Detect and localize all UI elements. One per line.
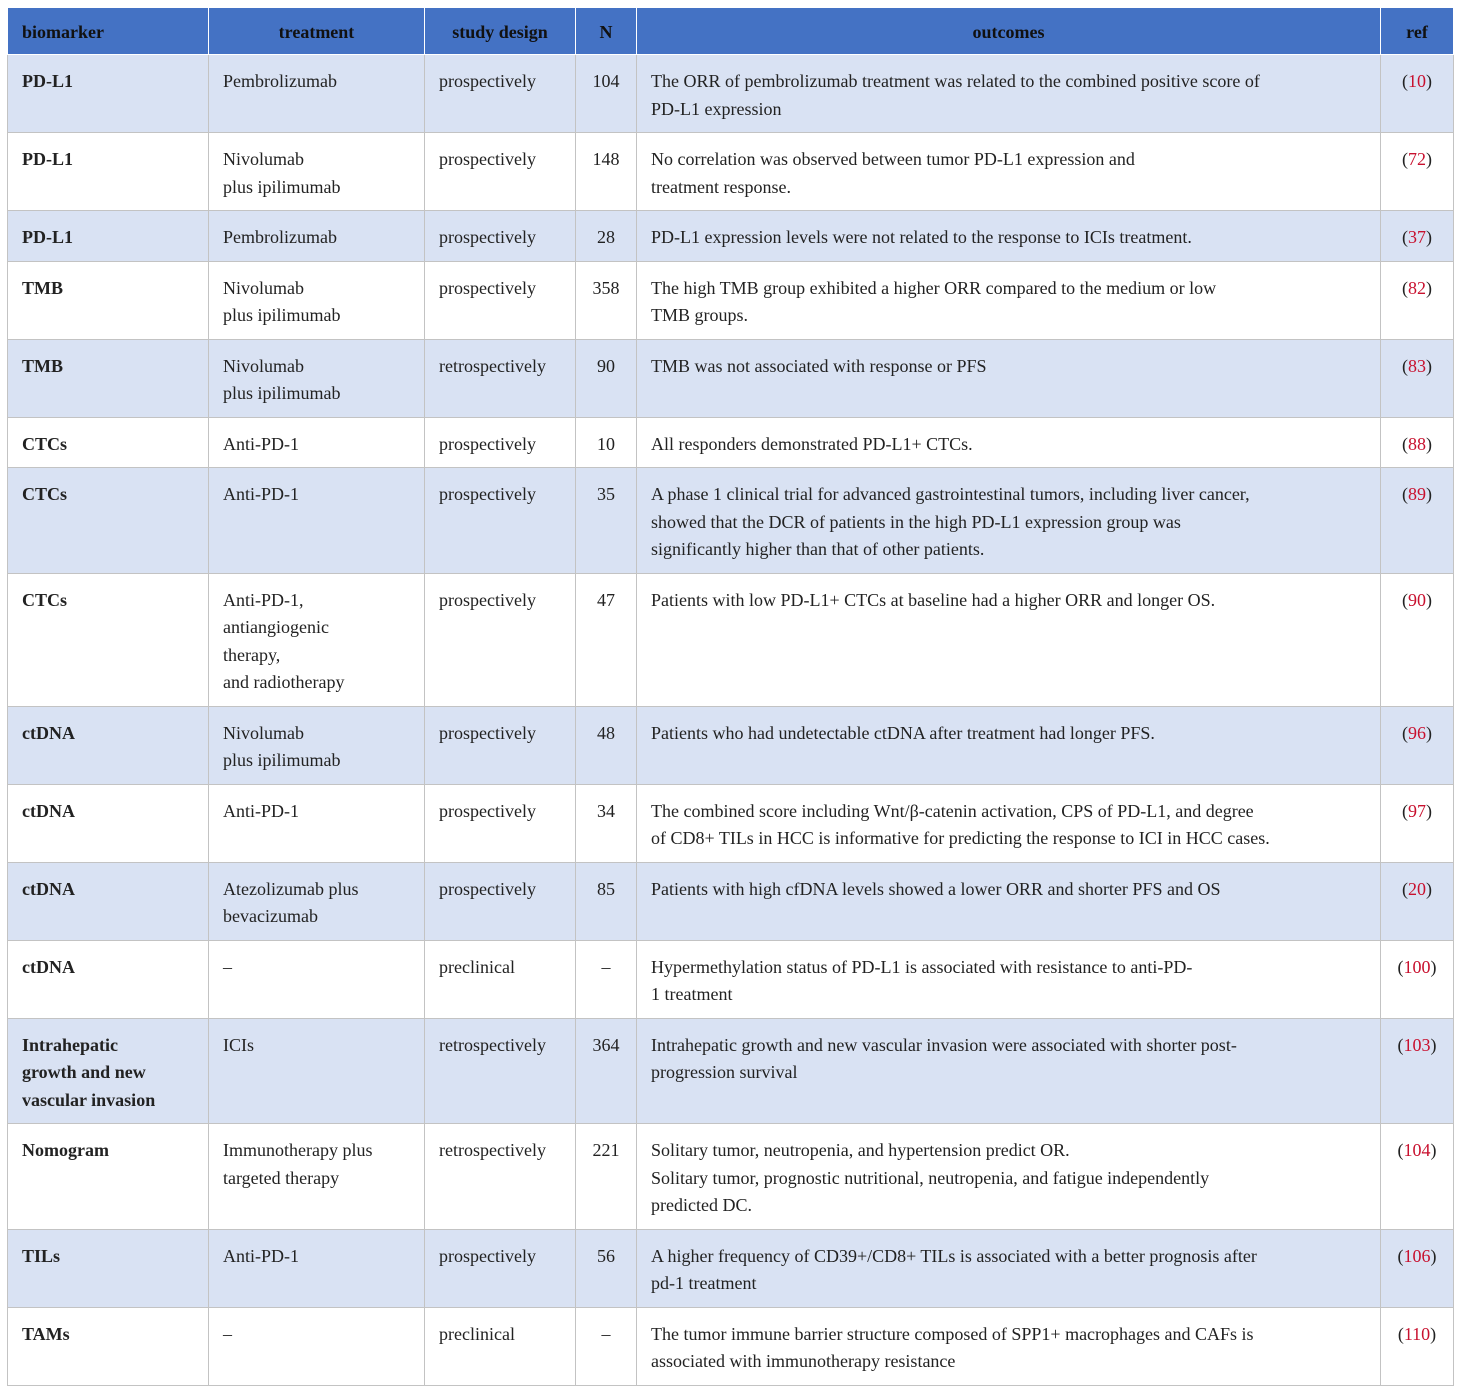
treatment-cell — [209, 1229, 425, 1307]
n-cell: 48 — [576, 706, 637, 784]
biomarker-text: CTCs — [22, 433, 68, 454]
table-row — [8, 261, 1454, 339]
ref-link[interactable]: 96 — [1408, 722, 1426, 743]
ref-link[interactable]: 89 — [1408, 484, 1426, 504]
ref-cell: (97) — [1381, 784, 1454, 862]
treatment-text: Immunotherapy plus — [223, 1140, 373, 1160]
study-design-cell: prospectively — [425, 468, 576, 574]
treatment-text: Pembrolizumab — [223, 227, 337, 247]
biomarker-table-page — [7, 7, 1453, 1386]
study-design-cell: preclinical — [425, 940, 576, 1018]
study-design-cell: retrospectively — [425, 1018, 576, 1124]
treatment-text: ICIs — [223, 1034, 254, 1055]
outcomes-cell — [637, 706, 1381, 784]
ref-link[interactable]: 82 — [1408, 277, 1426, 298]
treatment-text: Anti-PD-1 — [223, 1245, 299, 1266]
outcome-line: significantly higher than that of other patients. — [651, 539, 985, 559]
outcomes-cell — [637, 862, 1381, 940]
ref-cell: (37) — [1381, 211, 1454, 262]
ref-link[interactable]: 37 — [1408, 227, 1426, 247]
treatment-cell — [209, 417, 425, 468]
outcomes-cell — [637, 573, 1381, 706]
treatment-text: targeted therapy — [223, 1167, 340, 1188]
biomarker-cell — [8, 1307, 209, 1385]
table-row — [8, 468, 1454, 574]
outcome-line: Intrahepatic growth and new vascular invasion were associated with shorter post- — [651, 1034, 1237, 1055]
outcome-line: The ORR of pembrolizumab treatment was related to the combined positive score of — [651, 71, 1260, 91]
treatment-cell — [209, 784, 425, 862]
treatment-cell — [209, 261, 425, 339]
table-row — [8, 211, 1454, 262]
outcomes-cell — [637, 55, 1381, 133]
outcomes-cell — [637, 1124, 1381, 1230]
biomarker-table — [7, 7, 1454, 1386]
header-study-design: study design — [425, 8, 576, 55]
n-cell: 10 — [576, 417, 637, 468]
outcome-line: Patients with low PD-L1+ CTCs at baseline had a higher ORR and longer OS. — [651, 589, 1216, 610]
treatment-cell — [209, 468, 425, 574]
biomarker-text: PD-L1 — [22, 227, 73, 247]
biomarker-text: TMB — [22, 277, 64, 298]
biomarker-text: Intrahepatic — [22, 1034, 118, 1055]
outcomes-cell — [637, 133, 1381, 211]
biomarker-cell — [8, 573, 209, 706]
ref-cell: (103) — [1381, 1018, 1454, 1124]
treatment-text: Anti-PD-1 — [223, 433, 299, 454]
treatment-cell — [209, 940, 425, 1018]
table-row — [8, 1018, 1454, 1124]
study-design-cell: retrospectively — [425, 339, 576, 417]
ref-cell: (89) — [1381, 468, 1454, 574]
table-header-row — [8, 8, 1454, 55]
ref-link[interactable]: 72 — [1408, 149, 1426, 169]
study-design-cell: preclinical — [425, 1307, 576, 1385]
biomarker-text: TAMs — [22, 1323, 70, 1344]
outcomes-cell — [637, 211, 1381, 262]
ref-link[interactable]: 20 — [1408, 878, 1426, 899]
treatment-cell — [209, 1018, 425, 1124]
biomarker-cell — [8, 55, 209, 133]
ref-cell: (88) — [1381, 417, 1454, 468]
outcome-line: A phase 1 clinical trial for advanced gastrointestinal tumors, including liver cancer, — [651, 484, 1250, 504]
table-row — [8, 339, 1454, 417]
n-cell: – — [576, 1307, 637, 1385]
treatment-cell — [209, 339, 425, 417]
biomarker-cell — [8, 1018, 209, 1124]
treatment-cell — [209, 211, 425, 262]
biomarker-text: ctDNA — [22, 722, 75, 743]
treatment-text: Anti-PD-1 — [223, 800, 299, 821]
biomarker-cell — [8, 940, 209, 1018]
ref-cell: (96) — [1381, 706, 1454, 784]
biomarker-text: vascular invasion — [22, 1089, 156, 1110]
n-cell: 35 — [576, 468, 637, 574]
treatment-text: and radiotherapy — [223, 672, 345, 692]
biomarker-cell — [8, 784, 209, 862]
treatment-text: Nivolumab — [223, 355, 304, 376]
header-treatment: treatment — [209, 8, 425, 55]
outcome-line: showed that the DCR of patients in the high PD-L1 expression group was — [651, 511, 1181, 532]
n-cell: 34 — [576, 784, 637, 862]
outcomes-cell — [637, 417, 1381, 468]
table-row — [8, 1307, 1454, 1385]
biomarker-cell — [8, 261, 209, 339]
outcomes-cell — [637, 784, 1381, 862]
ref-link[interactable]: 110 — [1403, 1323, 1431, 1344]
biomarker-text: CTCs — [22, 589, 68, 610]
treatment-text: plus ipilimumab — [223, 750, 341, 770]
outcomes-cell — [637, 468, 1381, 574]
treatment-text: plus ipilimumab — [223, 383, 341, 403]
n-cell: 364 — [576, 1018, 637, 1124]
outcome-line: progression survival — [651, 1062, 798, 1082]
outcome-line: PD-L1 expression levels were not related to the response to ICIs treatment. — [651, 227, 1192, 247]
outcome-line: The high TMB group exhibited a higher ORR compared to the medium or low — [651, 277, 1217, 298]
header-n: N — [576, 8, 637, 55]
outcome-line: Solitary tumor, prognostic nutritional, neutropenia, and fatigue independently — [651, 1167, 1210, 1188]
study-design-cell: retrospectively — [425, 1124, 576, 1230]
biomarker-cell — [8, 211, 209, 262]
biomarker-text: ctDNA — [22, 800, 75, 821]
treatment-text: Nivolumab — [223, 149, 304, 169]
biomarker-cell — [8, 1229, 209, 1307]
biomarker-text: growth and new — [22, 1062, 146, 1082]
ref-link[interactable]: 97 — [1408, 800, 1426, 821]
ref-cell: (104) — [1381, 1124, 1454, 1230]
n-cell: 104 — [576, 55, 637, 133]
table-row — [8, 940, 1454, 1018]
study-design-cell: prospectively — [425, 417, 576, 468]
biomarker-cell — [8, 468, 209, 574]
treatment-cell — [209, 1124, 425, 1230]
ref-cell: (10) — [1381, 55, 1454, 133]
outcome-line: Patients with high cfDNA levels showed a lower ORR and shorter PFS and OS — [651, 878, 1221, 899]
ref-cell: (82) — [1381, 261, 1454, 339]
treatment-text: plus ipilimumab — [223, 176, 341, 197]
treatment-text: Nivolumab — [223, 277, 304, 298]
biomarker-cell — [8, 339, 209, 417]
biomarker-text: Nomogram — [22, 1140, 109, 1160]
n-cell: 148 — [576, 133, 637, 211]
outcome-line: associated with immunotherapy resistance — [651, 1351, 956, 1371]
study-design-cell: prospectively — [425, 211, 576, 262]
table-row — [8, 862, 1454, 940]
biomarker-text: CTCs — [22, 484, 68, 504]
n-cell: 47 — [576, 573, 637, 706]
table-row — [8, 55, 1454, 133]
outcomes-cell — [637, 940, 1381, 1018]
outcome-line: predicted DC. — [651, 1195, 752, 1215]
n-cell: 90 — [576, 339, 637, 417]
treatment-text: Atezolizumab plus — [223, 878, 359, 899]
table-row — [8, 133, 1454, 211]
ref-link[interactable]: 83 — [1408, 355, 1426, 376]
outcome-line: A higher frequency of CD39+/CD8+ TILs is associated with a better prognosis after — [651, 1245, 1257, 1266]
outcome-line: treatment response. — [651, 176, 791, 197]
ref-cell: (100) — [1381, 940, 1454, 1018]
treatment-cell — [209, 573, 425, 706]
ref-link[interactable]: 100 — [1403, 956, 1431, 977]
treatment-cell — [209, 862, 425, 940]
outcome-line: pd-1 treatment — [651, 1273, 757, 1293]
study-design-cell: prospectively — [425, 784, 576, 862]
table-row — [8, 417, 1454, 468]
biomarker-cell — [8, 706, 209, 784]
biomarker-text: TILs — [22, 1245, 61, 1266]
ref-cell: (83) — [1381, 339, 1454, 417]
biomarker-cell — [8, 1124, 209, 1230]
treatment-text: – — [223, 1323, 232, 1344]
treatment-cell — [209, 55, 425, 133]
outcomes-cell — [637, 1229, 1381, 1307]
table-row — [8, 706, 1454, 784]
biomarker-cell — [8, 133, 209, 211]
treatment-text: Anti-PD-1 — [223, 484, 299, 504]
biomarker-cell — [8, 862, 209, 940]
ref-link[interactable]: 10 — [1408, 71, 1426, 91]
study-design-cell: prospectively — [425, 706, 576, 784]
study-design-cell: prospectively — [425, 55, 576, 133]
outcome-line: of CD8+ TILs in HCC is informative for predicting the response to ICI in HCC cases. — [651, 828, 1270, 848]
ref-link[interactable]: 104 — [1403, 1140, 1431, 1160]
outcomes-cell — [637, 1307, 1381, 1385]
biomarker-text: PD-L1 — [22, 149, 73, 169]
treatment-text: Anti-PD-1, — [223, 589, 304, 610]
treatment-text: – — [223, 956, 232, 977]
n-cell: – — [576, 940, 637, 1018]
biomarker-text: PD-L1 — [22, 71, 73, 91]
ref-cell: (20) — [1381, 862, 1454, 940]
outcome-line: The tumor immune barrier structure composed of SPP1+ macrophages and CAFs is — [651, 1323, 1254, 1344]
table-body — [8, 55, 1454, 1386]
outcomes-cell — [637, 1018, 1381, 1124]
ref-link[interactable]: 88 — [1408, 433, 1426, 454]
outcome-line: 1 treatment — [651, 984, 733, 1004]
ref-link[interactable]: 103 — [1403, 1034, 1431, 1055]
treatment-text: antiangiogenic — [223, 617, 329, 637]
treatment-cell — [209, 133, 425, 211]
outcome-line: PD-L1 expression — [651, 98, 782, 119]
treatment-text: therapy, — [223, 644, 281, 665]
study-design-cell: prospectively — [425, 133, 576, 211]
outcomes-cell — [637, 339, 1381, 417]
treatment-text: bevacizumab — [223, 906, 318, 926]
outcome-line: Hypermethylation status of PD-L1 is associated with resistance to anti-PD- — [651, 956, 1193, 977]
study-design-cell: prospectively — [425, 573, 576, 706]
ref-cell: (90) — [1381, 573, 1454, 706]
n-cell: 358 — [576, 261, 637, 339]
n-cell: 28 — [576, 211, 637, 262]
outcome-line: Patients who had undetectable ctDNA after treatment had longer PFS. — [651, 722, 1155, 743]
outcome-line: Solitary tumor, neutropenia, and hypertension predict OR. — [651, 1140, 1070, 1160]
header-ref: ref — [1381, 8, 1454, 55]
treatment-text: Nivolumab — [223, 722, 304, 743]
outcomes-cell — [637, 261, 1381, 339]
table-row — [8, 1124, 1454, 1230]
study-design-cell: prospectively — [425, 1229, 576, 1307]
table-row — [8, 1229, 1454, 1307]
outcome-line: All responders demonstrated PD-L1+ CTCs. — [651, 433, 973, 454]
biomarker-text: TMB — [22, 355, 64, 376]
ref-cell: (72) — [1381, 133, 1454, 211]
ref-link[interactable]: 106 — [1403, 1245, 1431, 1266]
n-cell: 56 — [576, 1229, 637, 1307]
outcome-line: The combined score including Wnt/β-catenin activation, CPS of PD-L1, and degree — [651, 800, 1254, 821]
study-design-cell: prospectively — [425, 862, 576, 940]
ref-link[interactable]: 90 — [1408, 589, 1426, 610]
biomarker-text: ctDNA — [22, 956, 75, 977]
n-cell: 221 — [576, 1124, 637, 1230]
treatment-text: Pembrolizumab — [223, 71, 337, 91]
treatment-cell — [209, 1307, 425, 1385]
study-design-cell: prospectively — [425, 261, 576, 339]
table-row — [8, 573, 1454, 706]
outcome-line: TMB groups. — [651, 305, 749, 325]
outcome-line: No correlation was observed between tumor PD-L1 expression and — [651, 149, 1135, 169]
biomarker-cell — [8, 417, 209, 468]
outcome-line: TMB was not associated with response or PFS — [651, 355, 987, 376]
n-cell: 85 — [576, 862, 637, 940]
biomarker-text: ctDNA — [22, 878, 75, 899]
header-biomarker: biomarker — [8, 8, 209, 55]
header-outcomes: outcomes — [637, 8, 1381, 55]
table-row — [8, 784, 1454, 862]
treatment-text: plus ipilimumab — [223, 305, 341, 325]
ref-cell: (110) — [1381, 1307, 1454, 1385]
ref-cell: (106) — [1381, 1229, 1454, 1307]
treatment-cell — [209, 706, 425, 784]
